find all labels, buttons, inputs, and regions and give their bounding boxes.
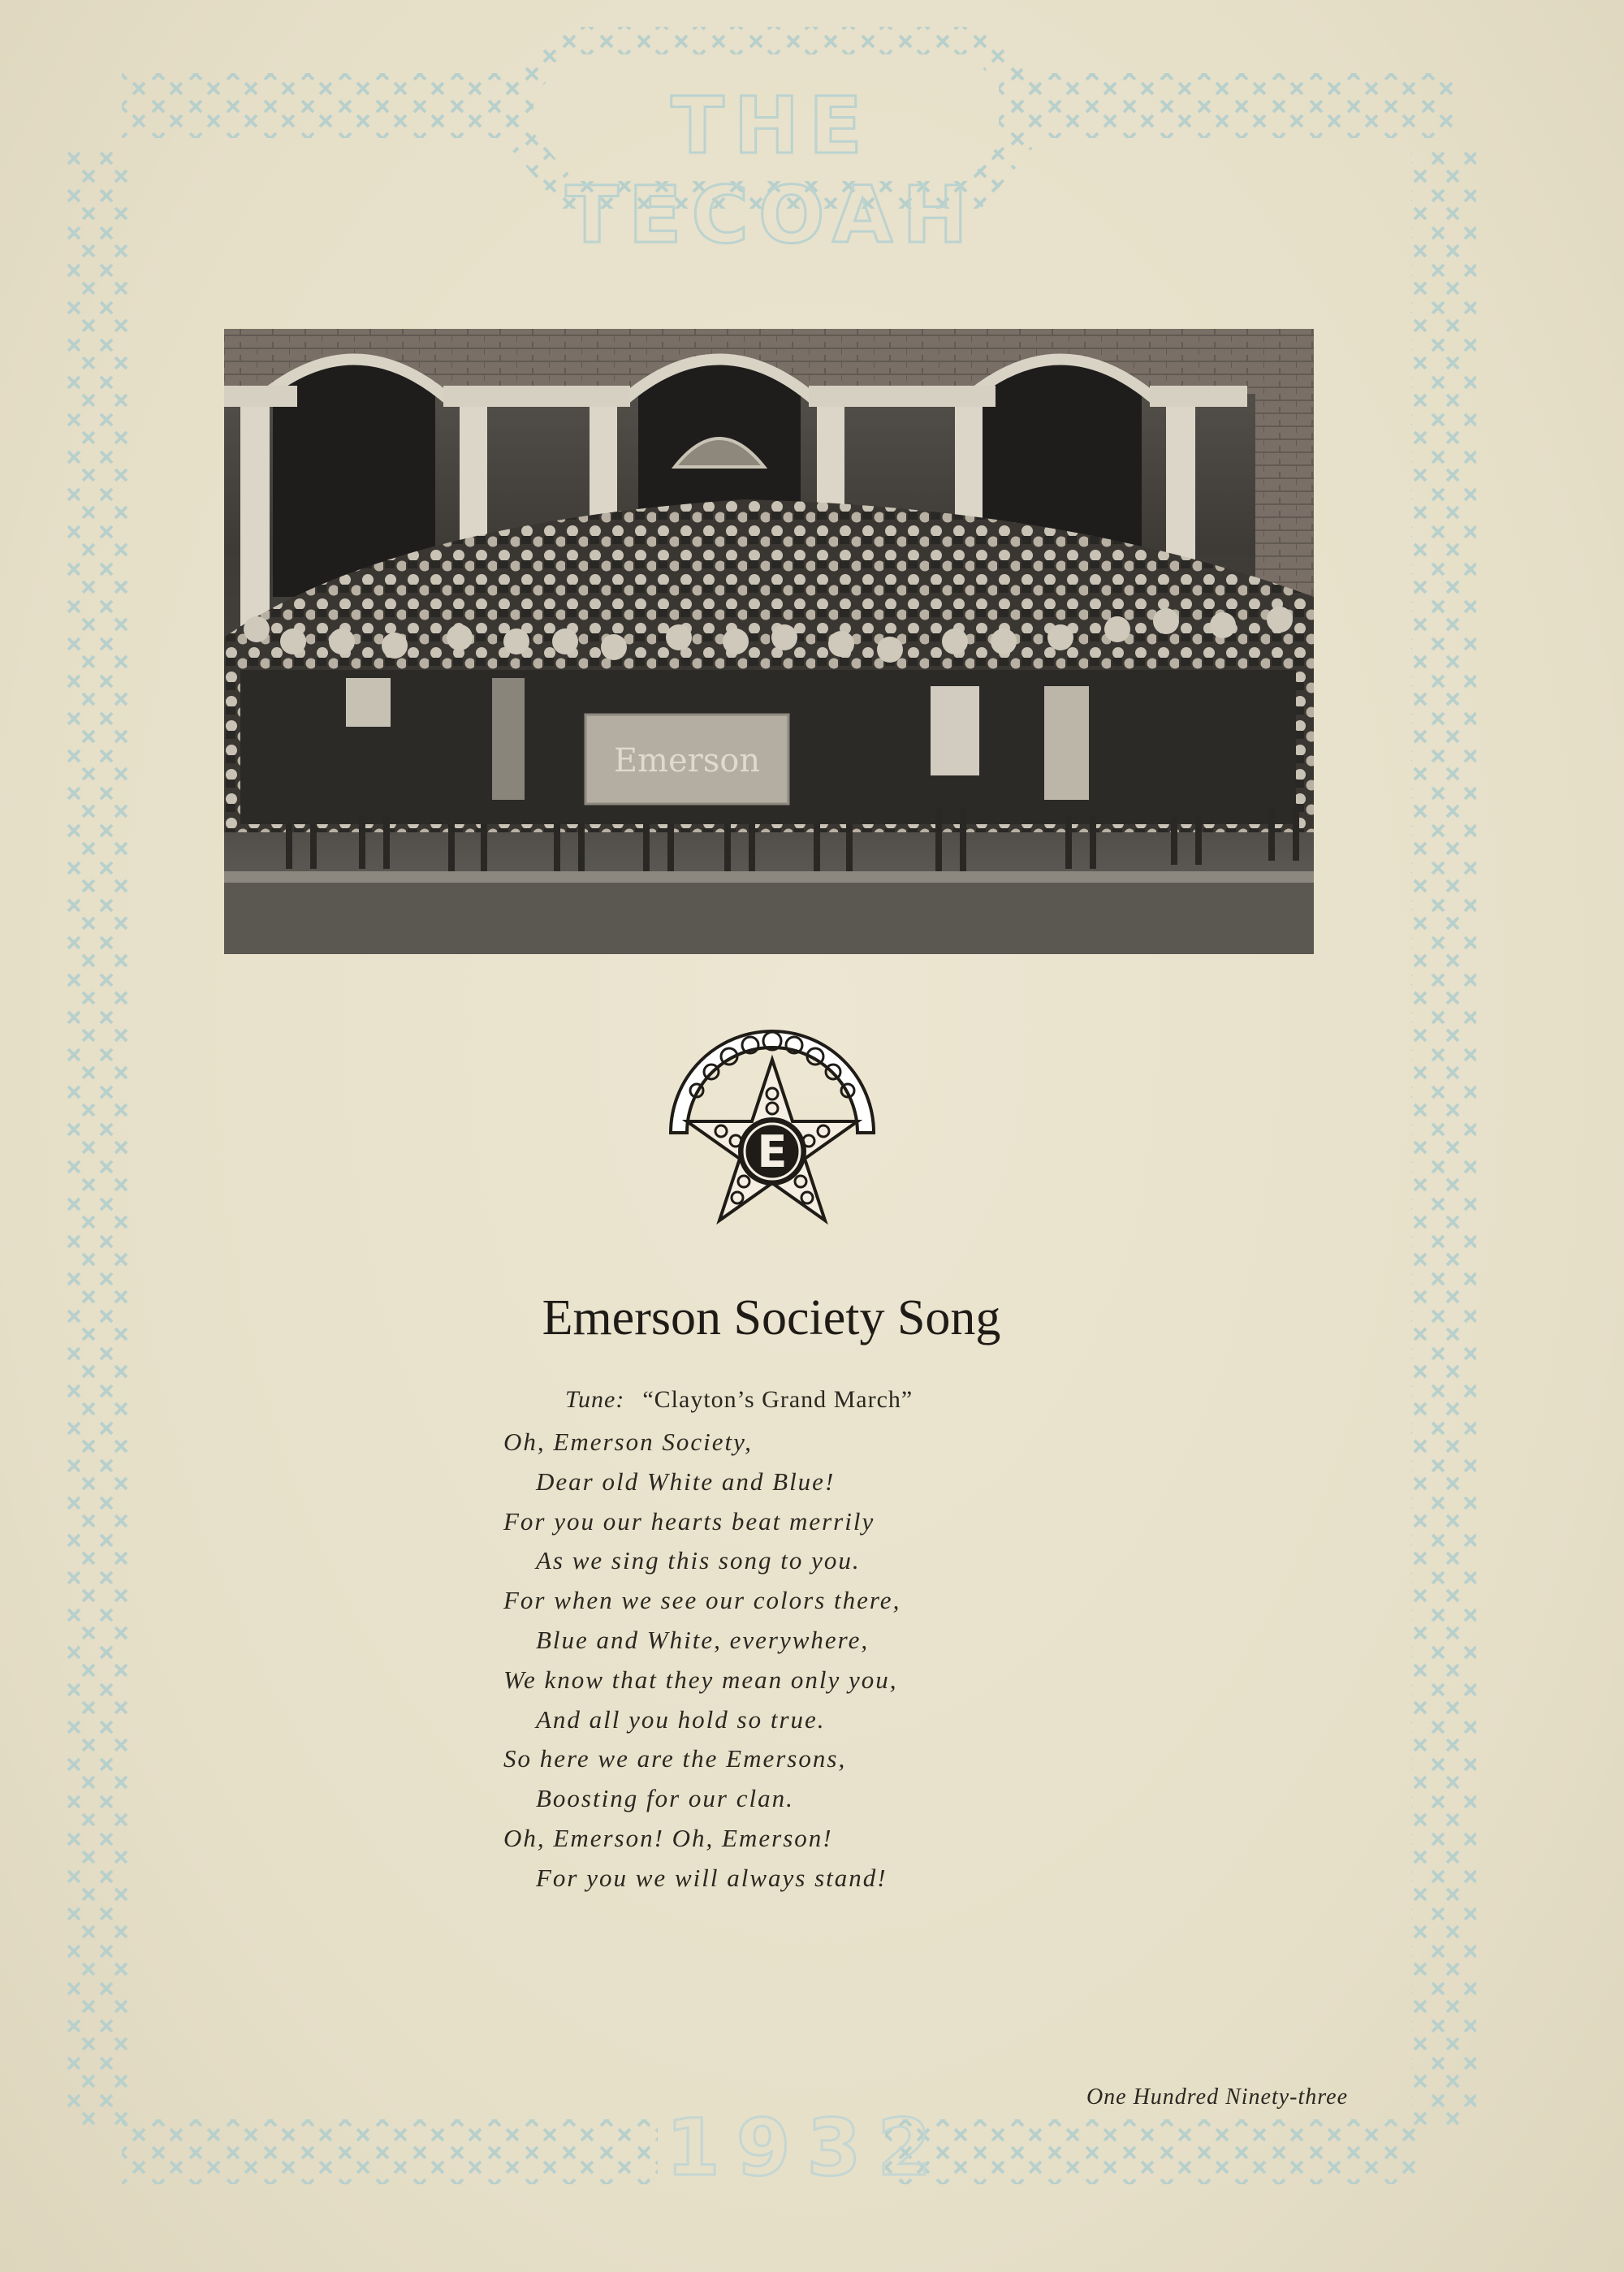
verse-line: Blue and White, everywhere, (536, 1625, 870, 1654)
banner-text: Emerson (613, 742, 761, 780)
group-photo-image (224, 329, 1314, 954)
verse-line: Boosting for our clan. (536, 1784, 794, 1813)
emerson-society-emblem (664, 1019, 880, 1240)
verse-line: For you we will always stand! (536, 1863, 888, 1892)
song-title: Emerson Society Song (542, 1290, 1001, 1345)
emblem-letter: E (757, 1126, 788, 1177)
verse-line: Oh, Emerson Society, (503, 1428, 753, 1456)
verse-line: For you our hearts beat merrily (503, 1506, 875, 1536)
tune-label: Tune: (565, 1386, 625, 1413)
verse-line: And all you hold so true. (536, 1704, 826, 1734)
group-photo (224, 329, 1314, 954)
verse-line: Oh, Emerson! Oh, Emerson! (503, 1823, 833, 1852)
verse-line: As we sing this song to you. (536, 1546, 861, 1575)
page-number: One Hundred Ninety-three (1086, 2084, 1348, 2110)
song-verse (503, 1423, 1169, 1898)
verse-line: Dear old White and Blue! (536, 1466, 836, 1496)
song-tune (565, 1382, 1150, 1418)
verse-line: We know that they mean only you, (503, 1665, 898, 1694)
yearbook-year: 1932 (666, 2102, 948, 2193)
tune-name: “Clayton’s Grand March” (642, 1386, 914, 1413)
verse-line: For when we see our colors there, (503, 1586, 901, 1615)
verse-line: So here we are the Emersons, (503, 1744, 847, 1773)
yearbook-header-title: THE TECOAH (565, 80, 978, 261)
